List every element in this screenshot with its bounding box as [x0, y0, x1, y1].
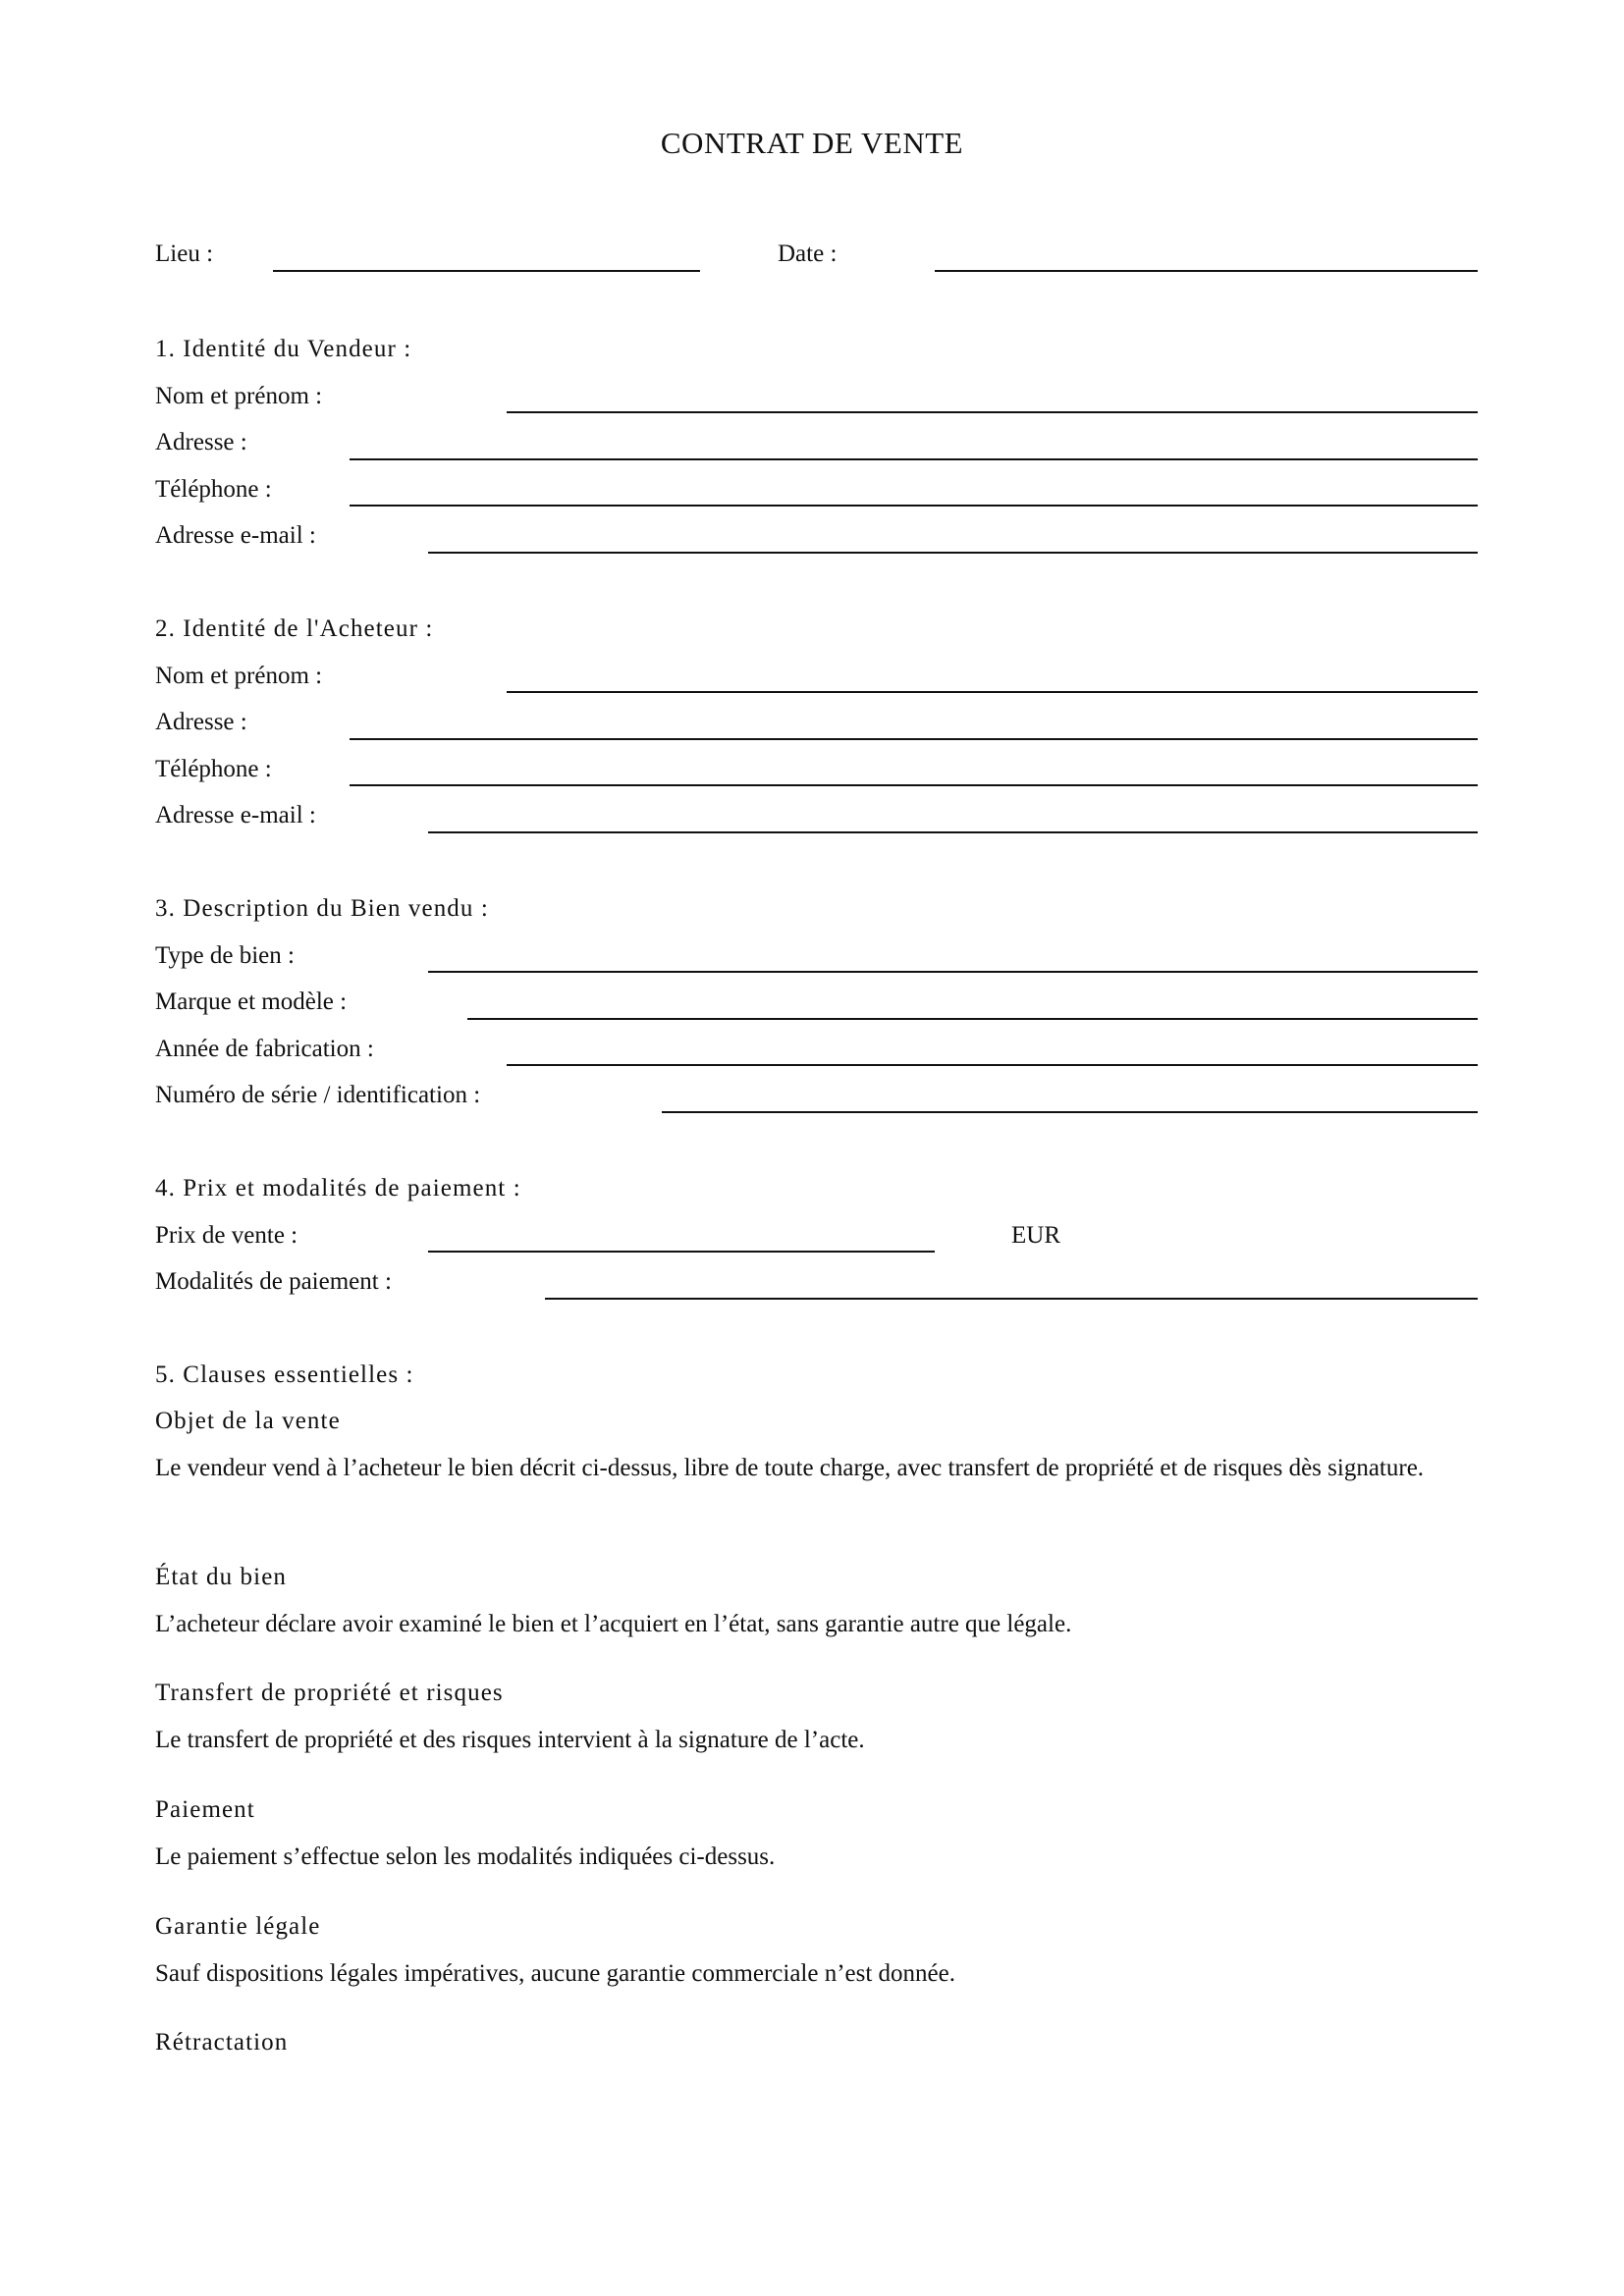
clause-title: Rétractation: [155, 2029, 289, 2056]
seller-email-field[interactable]: [428, 552, 1478, 554]
buyer-phone-field[interactable]: [350, 784, 1478, 786]
buyer-address-label: Adresse :: [155, 709, 247, 735]
payment-terms-field[interactable]: [545, 1298, 1478, 1300]
clause-text: Sauf dispositions légales impératives, aucune garantie commerciale n’est donnée.: [155, 1960, 956, 1987]
seller-address-label: Adresse :: [155, 429, 247, 455]
clause-text: L’acheteur déclare avoir examiné le bien et l’acquiert en l’état, sans garantie autre que légale.: [155, 1611, 1072, 1637]
clause-title: Transfert de propriété et risques: [155, 1680, 504, 1706]
buyer-email-field[interactable]: [428, 831, 1478, 833]
buyer-email-label: Adresse e-mail :: [155, 802, 316, 828]
clause-text: Le transfert de propriété et des risques intervient à la signature de l’acte.: [155, 1727, 865, 1753]
goods-year-label: Année de fabrication :: [155, 1036, 374, 1062]
goods-serial-label: Numéro de série / identification :: [155, 1082, 481, 1108]
goods-serial-field[interactable]: [662, 1111, 1478, 1113]
seller-name-field[interactable]: [507, 411, 1478, 413]
currency-label: EUR: [1011, 1222, 1060, 1249]
clause-title: Paiement: [155, 1796, 255, 1823]
goods-year-field[interactable]: [507, 1064, 1478, 1066]
lieu-label: Lieu :: [155, 240, 214, 267]
buyer-phone-label: Téléphone :: [155, 756, 272, 782]
buyer-section-heading: 2. Identité de l'Acheteur :: [155, 615, 434, 642]
price-label: Prix de vente :: [155, 1222, 298, 1249]
clause-title: Objet de la vente: [155, 1408, 341, 1434]
goods-section-heading: 3. Description du Bien vendu :: [155, 895, 489, 922]
date-label: Date :: [778, 240, 838, 267]
price-field[interactable]: [428, 1251, 935, 1253]
clause-title: Garantie légale: [155, 1913, 321, 1940]
buyer-name-field[interactable]: [507, 691, 1478, 693]
price-section-heading: 4. Prix et modalités de paiement :: [155, 1175, 521, 1201]
seller-section-heading: 1. Identité du Vendeur :: [155, 336, 412, 362]
clauses-section-heading: 5. Clauses essentielles :: [155, 1362, 414, 1388]
goods-type-field[interactable]: [428, 971, 1478, 973]
seller-phone-field[interactable]: [350, 505, 1478, 507]
page-title: CONTRAT DE VENTE: [660, 126, 964, 160]
clause-text: Le vendeur vend à l’acheteur le bien décrit ci-dessus, libre de toute charge, avec transfert de propriété et de risques dès signature.: [155, 1455, 1425, 1481]
seller-phone-label: Téléphone :: [155, 476, 272, 503]
goods-brand-label: Marque et modèle :: [155, 988, 348, 1015]
lieu-field[interactable]: [273, 270, 700, 272]
date-field[interactable]: [935, 270, 1478, 272]
payment-terms-label: Modalités de paiement :: [155, 1268, 392, 1295]
goods-brand-field[interactable]: [467, 1018, 1478, 1020]
clause-title: État du bien: [155, 1564, 288, 1590]
seller-address-field[interactable]: [350, 458, 1478, 460]
buyer-name-label: Nom et prénom :: [155, 663, 323, 689]
seller-email-label: Adresse e-mail :: [155, 522, 316, 549]
goods-type-label: Type de bien :: [155, 942, 295, 969]
seller-name-label: Nom et prénom :: [155, 383, 323, 409]
clause-text: Le paiement s’effectue selon les modalités indiquées ci-dessus.: [155, 1843, 776, 1870]
buyer-address-field[interactable]: [350, 738, 1478, 740]
